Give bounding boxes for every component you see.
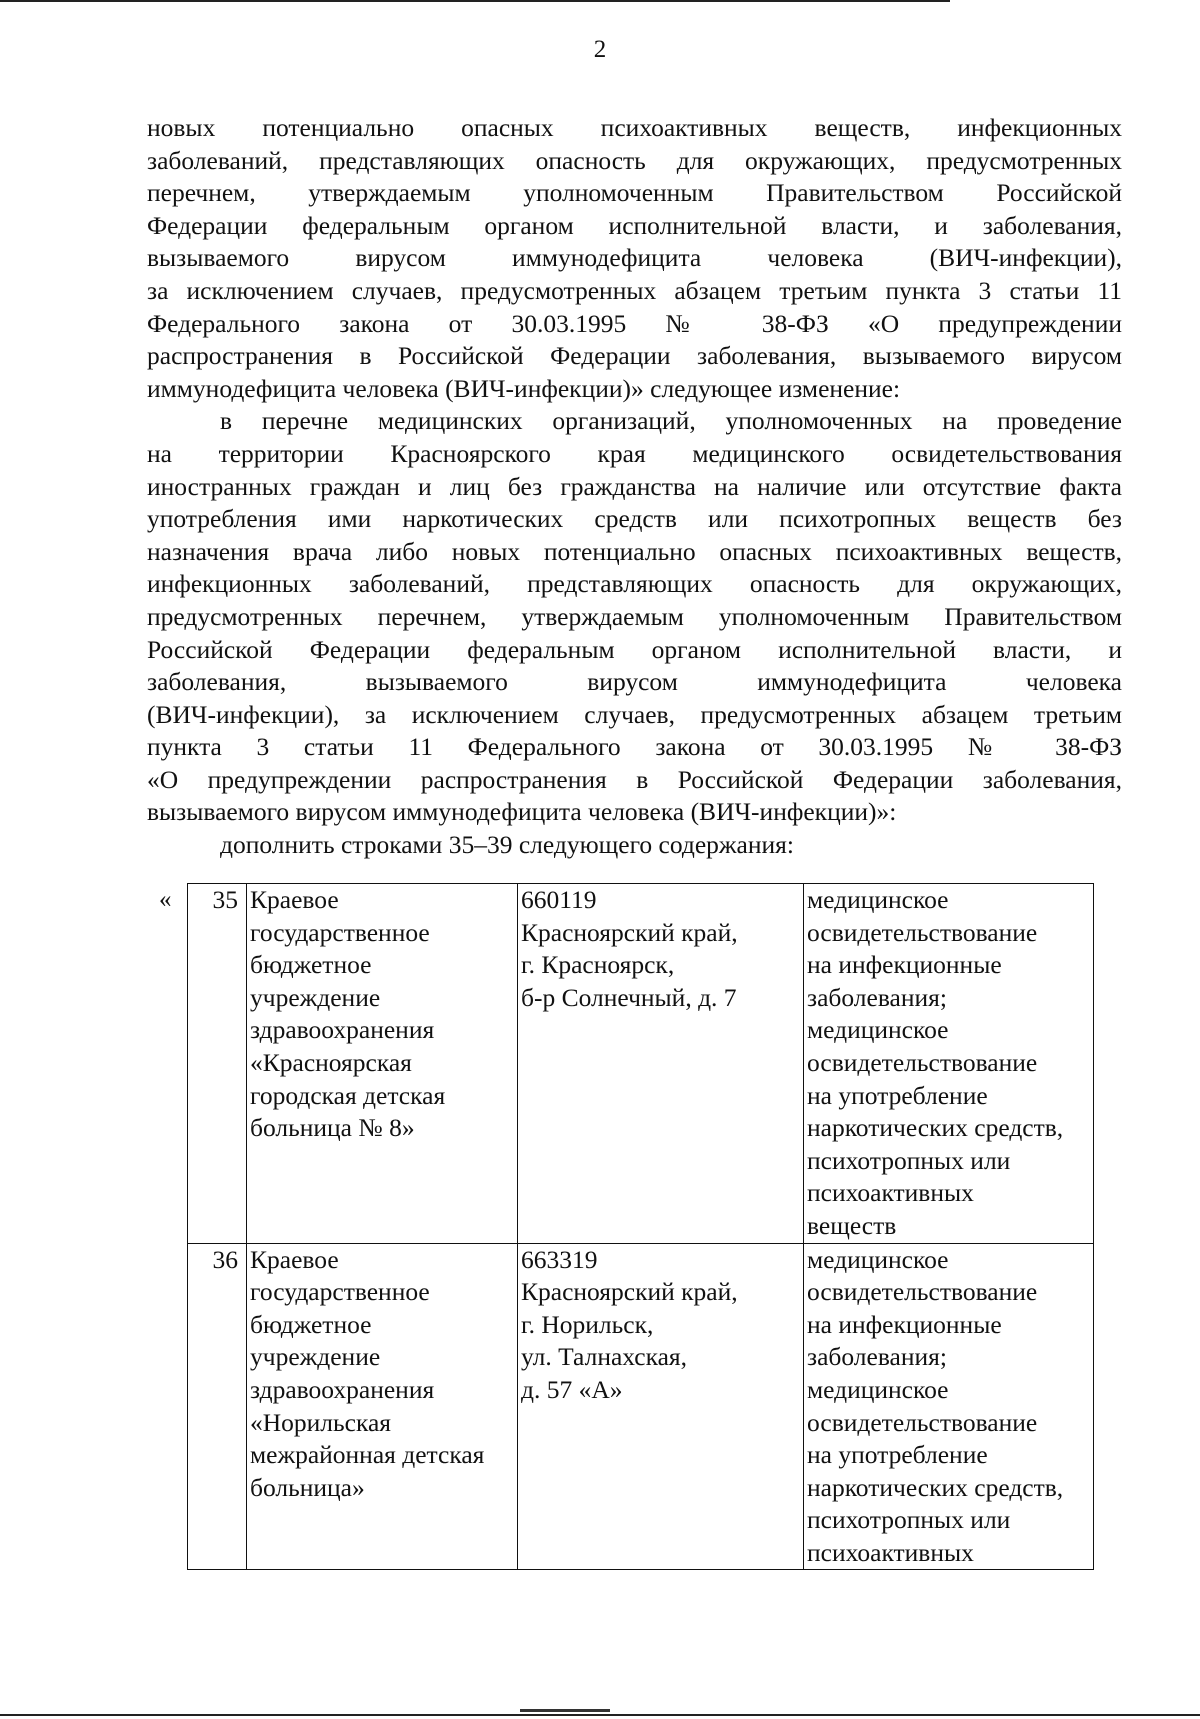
text-line: распространения в Российской Федерации заболевания, вызываемого вирусом <box>147 341 1122 371</box>
scan-mark <box>520 1709 610 1712</box>
amendment-paragraphs <box>147 112 1122 862</box>
examination-types: медицинское освидетельствование на инфекционные заболевания; медицинское освидетельствование на употребление наркотических средств, психотропных или психоактивных <box>804 1243 1094 1570</box>
text-line: Федерации федеральным органом исполнительной власти, и заболевания, <box>147 210 1122 240</box>
text-line: заболеваний, представляющих опасность для окружающих, предусмотренных <box>147 145 1122 175</box>
examination-types: медицинское освидетельствование на инфекционные заболевания; медицинское освидетельствование на употребление наркотических средств, психотропных или психоактивных веществ <box>804 884 1094 1244</box>
text-line: иммунодефицита человека (ВИЧ-инфекции)» следующее изменение: <box>147 373 901 403</box>
scan-edge-top <box>0 0 950 2</box>
text-line: инфекционных заболеваний, представляющих опасность для окружающих, <box>147 569 1122 599</box>
table-row <box>188 1243 1094 1570</box>
scan-edge-bottom <box>0 1714 1200 1716</box>
text-line: употребления ими наркотических средств или психотропных веществ без <box>147 504 1122 534</box>
text-line: на территории Красноярского края медицинского освидетельствования <box>147 438 1122 468</box>
organization-name: Краевое государственное бюджетное учреждение здравоохранения «Красноярская городская детская больница № 8» <box>247 884 518 1244</box>
text-line: вызываемого вирусом иммунодефицита человека (ВИЧ-инфекции), <box>147 243 1122 273</box>
row-number: 36 <box>188 1243 247 1570</box>
text-line: вызываемого вирусом иммунодефицита человека (ВИЧ-инфекции)»: <box>147 797 897 827</box>
text-line: назначения врача либо новых потенциально опасных психоактивных веществ, <box>147 536 1122 566</box>
text-line: (ВИЧ-инфекции), за исключением случаев, предусмотренных абзацем третьим <box>147 699 1122 729</box>
table-row <box>188 884 1094 1244</box>
text-line: заболевания, вызываемого вирусом иммунодефицита человека <box>147 667 1122 697</box>
text-line: дополнить строками 35–39 следующего содержания: <box>220 830 794 860</box>
medical-organizations-table <box>187 883 1094 1570</box>
text-line: новых потенциально опасных психоактивных веществ, инфекционных <box>147 113 1122 142</box>
text-line: предусмотренных перечнем, утверждаемым уполномоченным Правительством <box>147 601 1122 631</box>
organization-address: 663319 Красноярский край, г. Норильск, ул. Талнахская, д. 57 «А» <box>518 1243 804 1570</box>
text-line: в перечне медицинских организаций, уполномоченных на проведение <box>220 406 1122 436</box>
table-body <box>188 884 1094 1570</box>
text-line: иностранных граждан и лиц без гражданства на наличие или отсутствие факта <box>147 471 1122 501</box>
organization-address: 660119 Красноярский край, г. Красноярск, б-р Солнечный, д. 7 <box>518 884 804 1244</box>
text-line: за исключением случаев, предусмотренных абзацем третьим пункта 3 статьи 11 <box>147 275 1122 305</box>
organization-name: Краевое государственное бюджетное учреждение здравоохранения «Норильская межрайонная детская больница» <box>247 1243 518 1570</box>
text-line: перечнем, утверждаемым уполномоченным Правительством Российской <box>147 178 1122 208</box>
table-open-quote: « <box>159 886 172 913</box>
text-line: «О предупреждении распространения в Российской Федерации заболевания, <box>147 764 1122 794</box>
row-number: 35 <box>188 884 247 1244</box>
text-line: Российской Федерации федеральным органом исполнительной власти, и <box>147 634 1122 664</box>
text-line: пункта 3 статьи 11 Федерального закона от 30.03.1995 № 38-ФЗ <box>147 732 1122 762</box>
page-number: 2 <box>593 36 607 63</box>
text-line: Федерального закона от 30.03.1995 № 38-ФЗ «О предупреждении <box>147 308 1122 338</box>
